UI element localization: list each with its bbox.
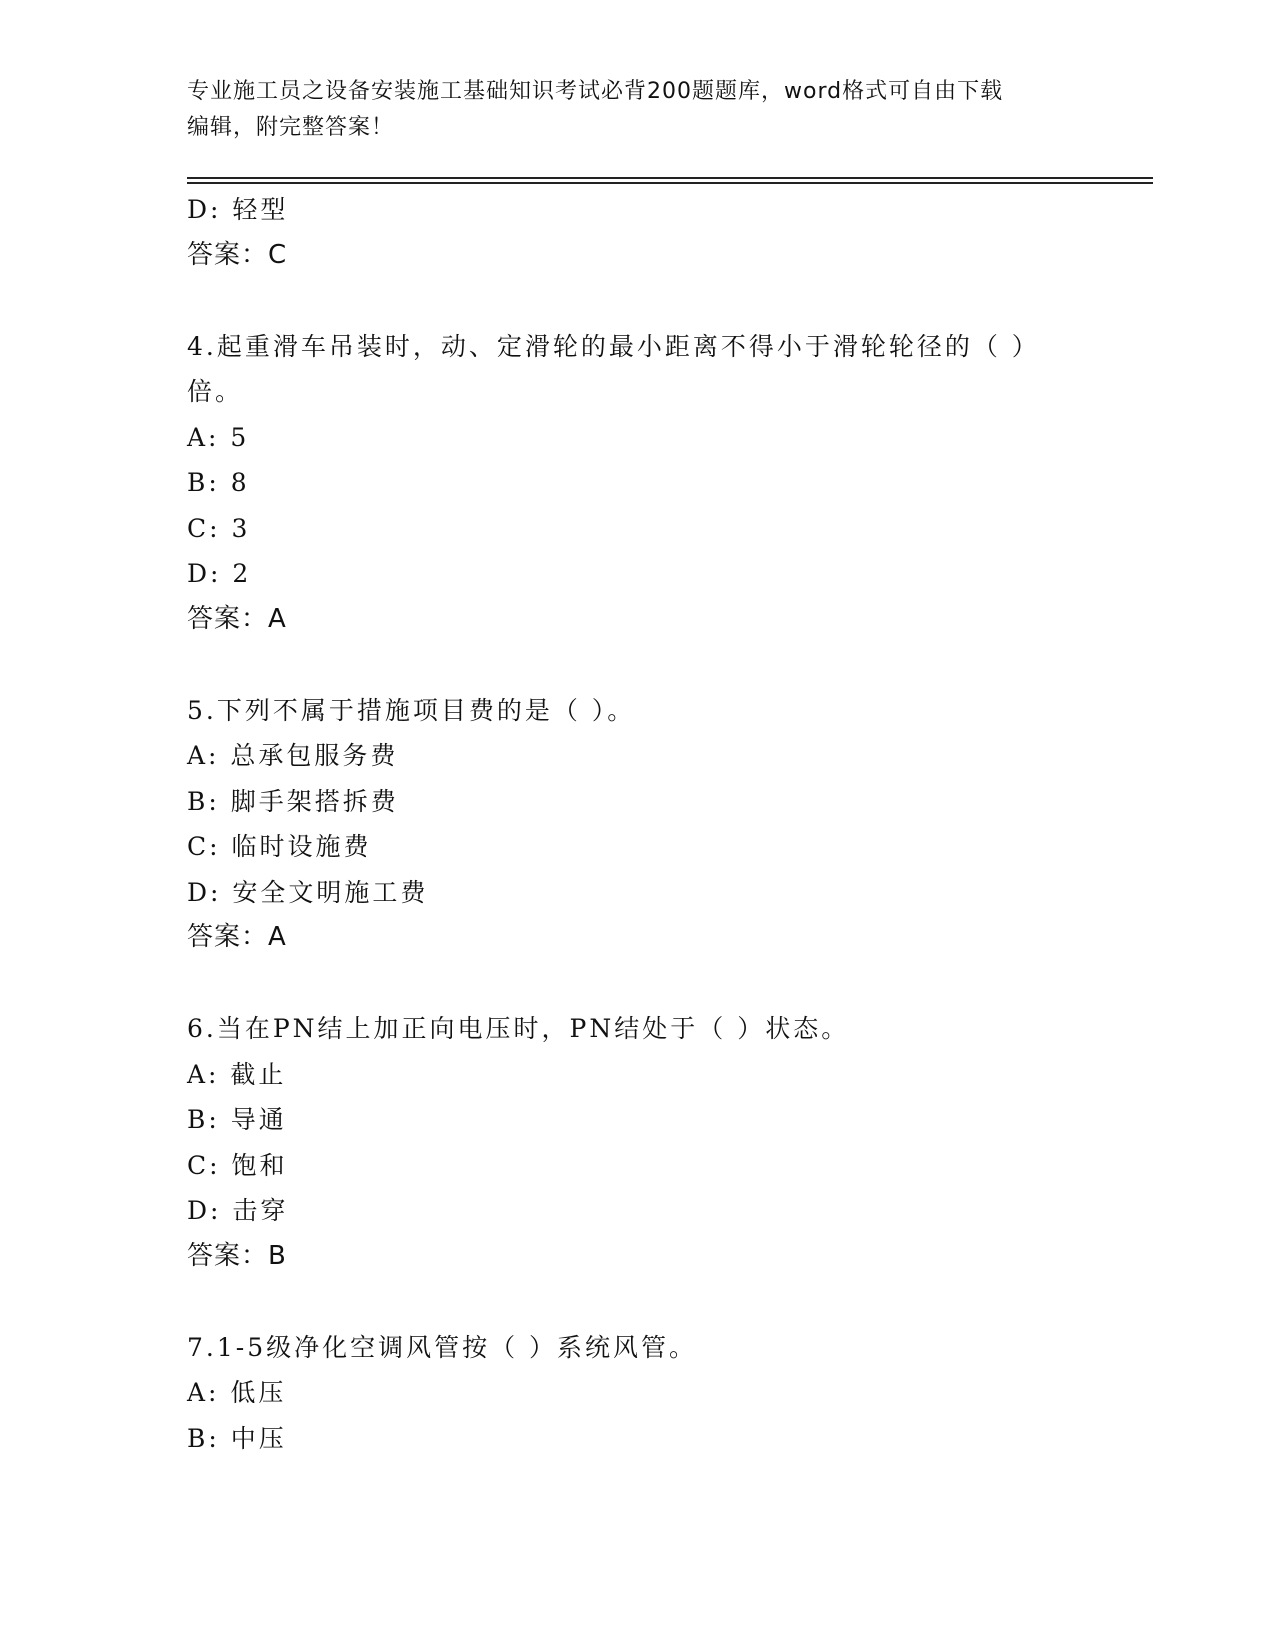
header-rule-top xyxy=(187,177,1153,179)
option-c: C: 临时设施费 xyxy=(187,832,372,861)
answer-line: 答案：B xyxy=(187,1240,287,1271)
question-6 xyxy=(187,1006,1087,1279)
header-line-1: 专业施工员之设备安装施工基础知识考试必背200题题库，word格式可自由下载 xyxy=(187,79,1004,104)
option-c: C: 饱和 xyxy=(187,1150,288,1180)
question-text: 4.起重滑车吊装时，动、定滑轮的最小距离不得小于滑轮轮径的（ ） xyxy=(187,331,1040,361)
question-7 xyxy=(187,1325,1087,1462)
question-3-continued xyxy=(187,187,1087,278)
option-a: A: 截止 xyxy=(187,1059,287,1089)
option-d: D: 2 xyxy=(187,559,252,588)
option-a: A: 总承包服务费 xyxy=(187,741,399,770)
option-a: A: 5 xyxy=(187,422,250,452)
document-header xyxy=(187,74,1087,146)
option-d: D: 轻型 xyxy=(187,195,289,224)
answer-line: 答案：A xyxy=(187,603,287,634)
question-text: 6.当在PN结上加正向电压时，PN结处于（ ）状态。 xyxy=(187,1014,850,1043)
option-d: D: 安全文明施工费 xyxy=(187,877,429,907)
question-4 xyxy=(187,324,1087,643)
answer-line: 答案：A xyxy=(187,922,287,952)
option-b: B: 8 xyxy=(187,468,250,497)
question-text: 5.下列不属于措施项目费的是（ ）。 xyxy=(187,695,636,725)
question-text-continued: 倍。 xyxy=(187,377,244,406)
option-b: B: 中压 xyxy=(187,1423,287,1453)
answer-line: 答案：C xyxy=(187,239,288,270)
document-body xyxy=(187,187,1087,1461)
question-text: 7.1-5级净化空调风管按（ ）系统风管。 xyxy=(187,1332,698,1362)
header-line-2: 编辑，附完整答案！ xyxy=(187,115,395,140)
option-c: C: 3 xyxy=(187,513,251,543)
option-b: B: 导通 xyxy=(187,1105,287,1134)
question-5 xyxy=(187,688,1087,961)
option-a: A: 低压 xyxy=(187,1378,287,1407)
header-rule-bottom xyxy=(187,182,1153,184)
option-b: B: 脚手架搭拆费 xyxy=(187,786,399,816)
option-d: D: 击穿 xyxy=(187,1196,289,1225)
